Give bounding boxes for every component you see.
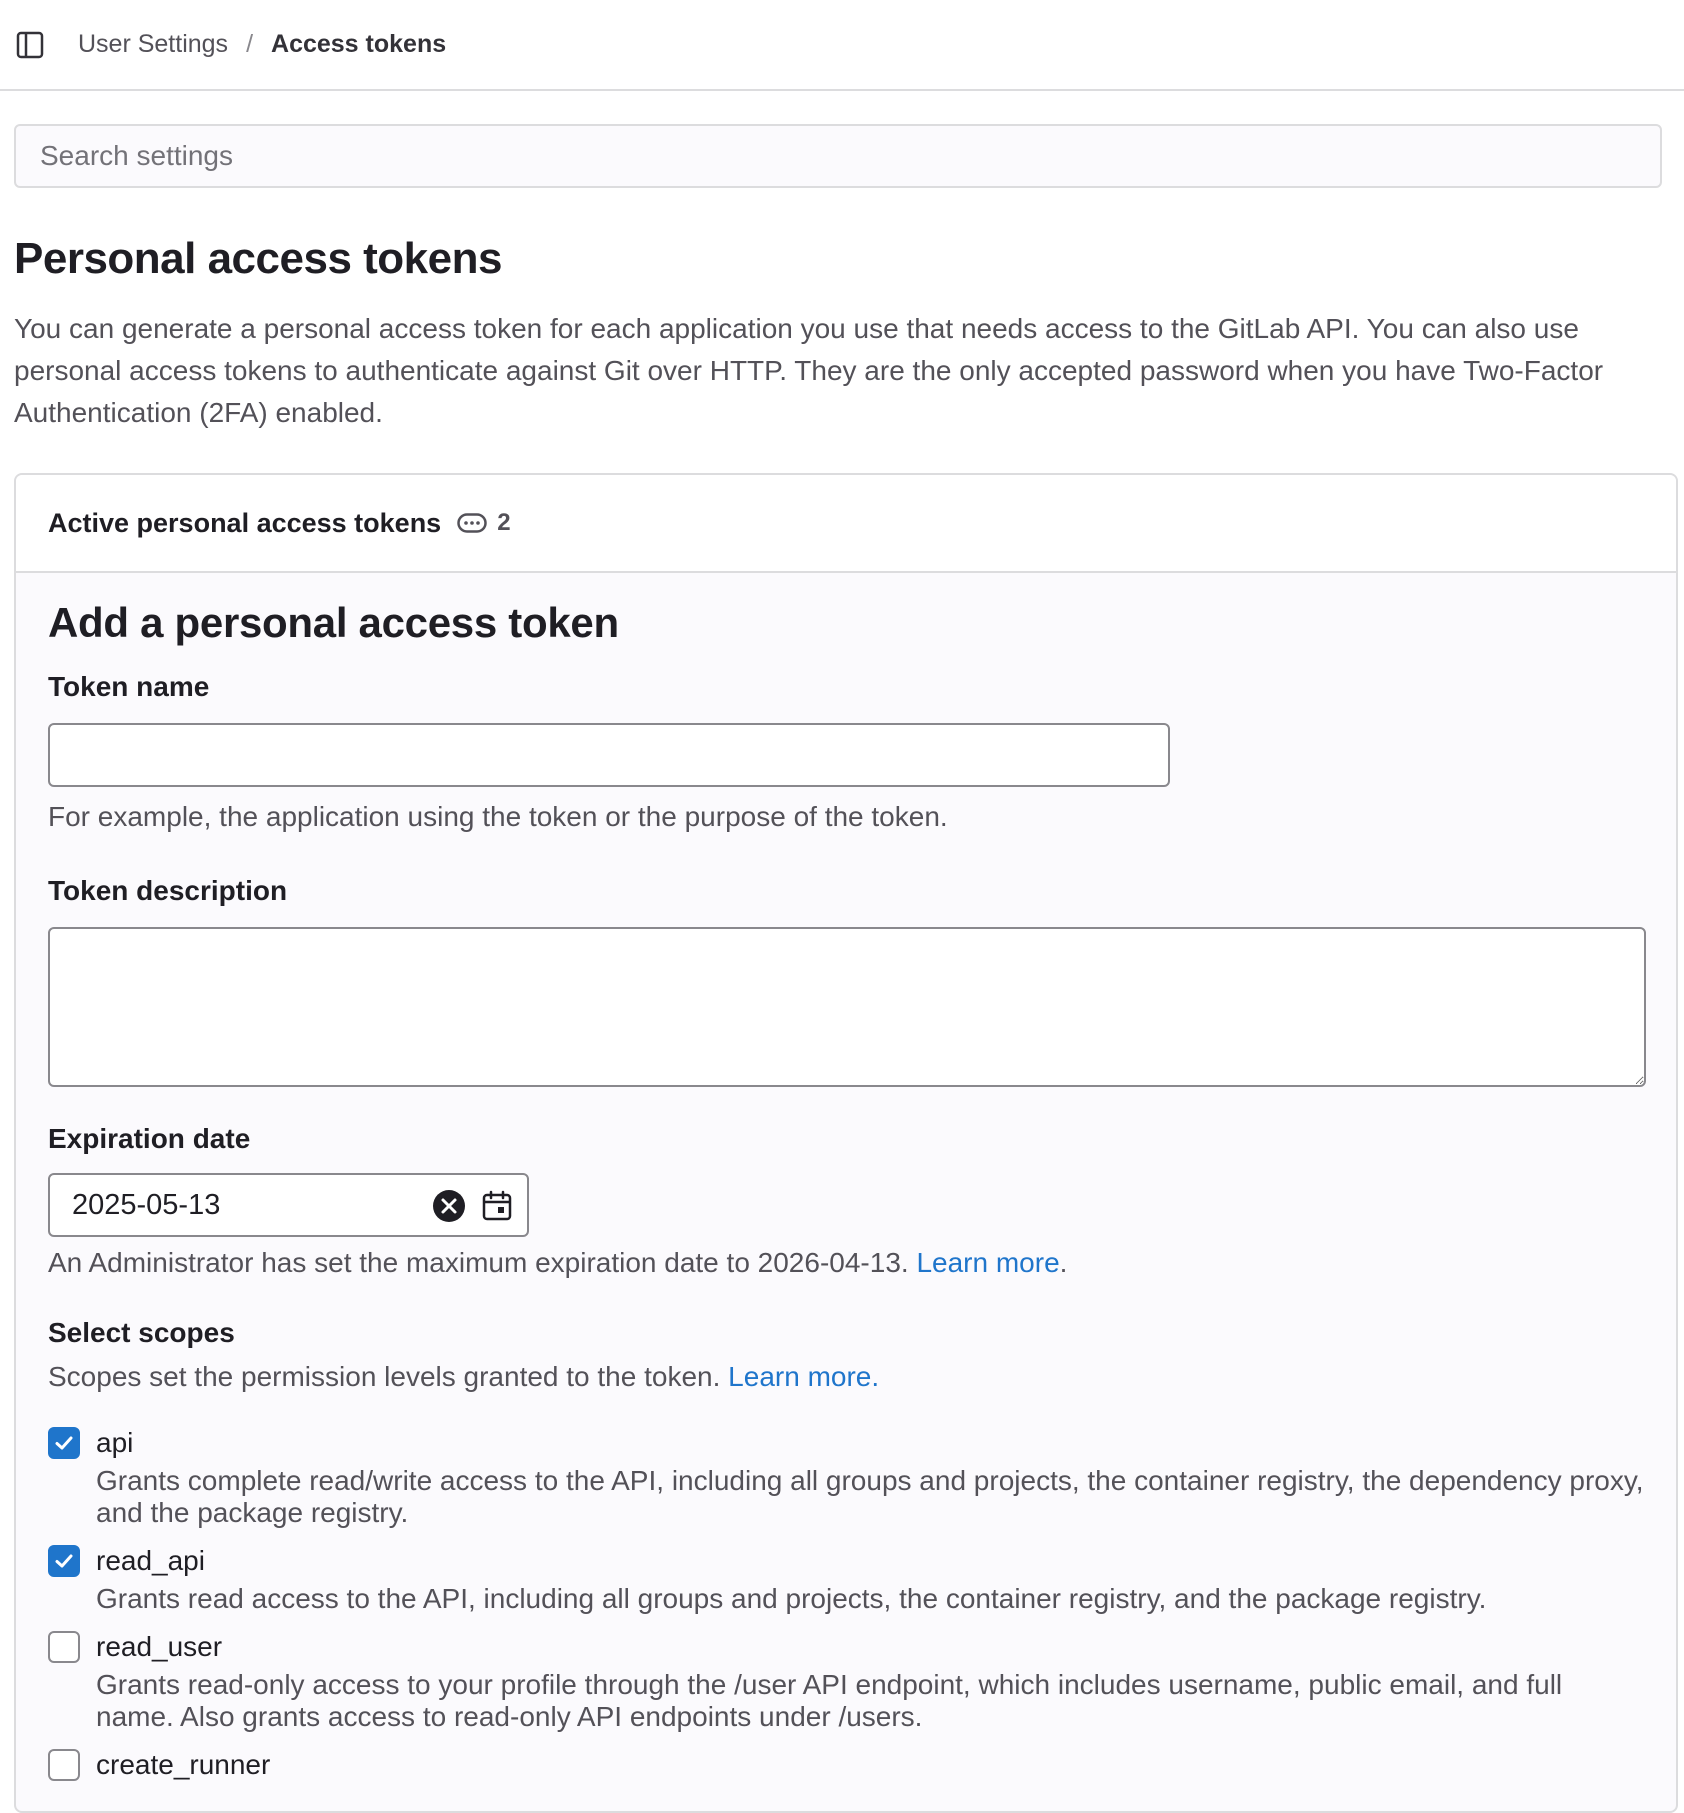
token-description-textarea[interactable]: [48, 927, 1646, 1087]
scope-description: Grants complete read/write access to the API, including all groups and projects, the container registry, the dependency proxy, and the package registry.: [96, 1465, 1644, 1528]
search-container: [0, 91, 1684, 188]
sidebar-icon: [16, 31, 44, 59]
expiration-date-input[interactable]: [50, 1176, 410, 1234]
token-name-input[interactable]: [48, 723, 1170, 787]
scopes-learn-more-link[interactable]: Learn more.: [728, 1361, 880, 1392]
scopes-help: [48, 1361, 1644, 1393]
scope-name[interactable]: read_user: [96, 1631, 223, 1662]
scope-item-create-runner: [48, 1745, 1644, 1785]
expiration-help-period: .: [1059, 1247, 1068, 1278]
add-token-form: [16, 573, 1676, 1813]
page-intro: You can generate a personal access token for each application you use that needs access to the GitLab API. You can also use personal access tokens to authenticate against Git over HTTP. They are the only accepted password when you have Two-Factor Authentication (2FA) enabled.: [14, 313, 1604, 428]
scope-description: Grants read access to the API, including all groups and projects, the container registry, and the package registry.: [96, 1583, 1487, 1614]
select-scopes-label: Select scopes: [48, 1317, 235, 1348]
active-tokens-title: Active personal access tokens: [48, 507, 442, 538]
add-token-title: Add a personal access token: [48, 599, 619, 646]
active-tokens-count: 2: [497, 509, 511, 536]
token-description-label: Token description: [48, 875, 288, 906]
breadcrumb-access-tokens[interactable]: Access tokens: [271, 30, 447, 58]
scope-checkbox-api[interactable]: [48, 1427, 80, 1459]
search-settings-input[interactable]: [14, 124, 1662, 188]
scope-item-api: [48, 1423, 1644, 1529]
expiration-learn-more-link[interactable]: Learn more: [916, 1247, 1060, 1278]
expiration-help: [48, 1247, 1644, 1279]
calendar-button[interactable]: [480, 1189, 514, 1223]
scope-description: Grants read-only access to your profile through the /user API endpoint, which includes username, public email, and full name. Also grants access to read-only API endpoints under /users.: [96, 1669, 1563, 1732]
expiration-date-label: Expiration date: [48, 1123, 251, 1154]
tokens-card: [14, 473, 1678, 1813]
calendar-icon: [480, 1189, 514, 1223]
token-name-help: For example, the application using the token or the purpose of the token.: [48, 801, 948, 832]
check-icon: [53, 1432, 75, 1454]
scope-name[interactable]: read_api: [96, 1545, 205, 1576]
scope-list: [48, 1423, 1644, 1785]
active-tokens-header: [16, 475, 1676, 573]
token-name-label: Token name: [48, 671, 210, 702]
breadcrumb-user-settings[interactable]: User Settings: [78, 30, 229, 58]
scope-item-read-api: [48, 1541, 1644, 1615]
scope-checkbox-read-api[interactable]: [48, 1545, 80, 1577]
expiration-help-text: An Administrator has set the maximum expiration date to 2026-04-13.: [48, 1247, 909, 1278]
scopes-help-text: Scopes set the permission levels granted to the token.: [48, 1361, 721, 1392]
scope-item-read-user: [48, 1627, 1644, 1733]
check-icon: [53, 1550, 75, 1572]
clear-date-button[interactable]: [432, 1189, 466, 1223]
page-title: Personal access tokens: [14, 234, 502, 283]
top-bar: [0, 0, 1684, 91]
expiration-date-field: [48, 1173, 529, 1237]
active-tokens-count-badge: [457, 509, 510, 537]
scope-name[interactable]: create_runner: [96, 1749, 271, 1780]
clear-icon: [432, 1189, 466, 1223]
token-icon: [457, 513, 487, 533]
breadcrumb: [78, 30, 446, 59]
scope-checkbox-create-runner[interactable]: [48, 1749, 80, 1781]
breadcrumb-separator: /: [246, 30, 254, 58]
scope-checkbox-read-user[interactable]: [48, 1631, 80, 1663]
scope-name[interactable]: api: [96, 1427, 134, 1458]
sidebar-toggle-button[interactable]: [14, 29, 46, 61]
